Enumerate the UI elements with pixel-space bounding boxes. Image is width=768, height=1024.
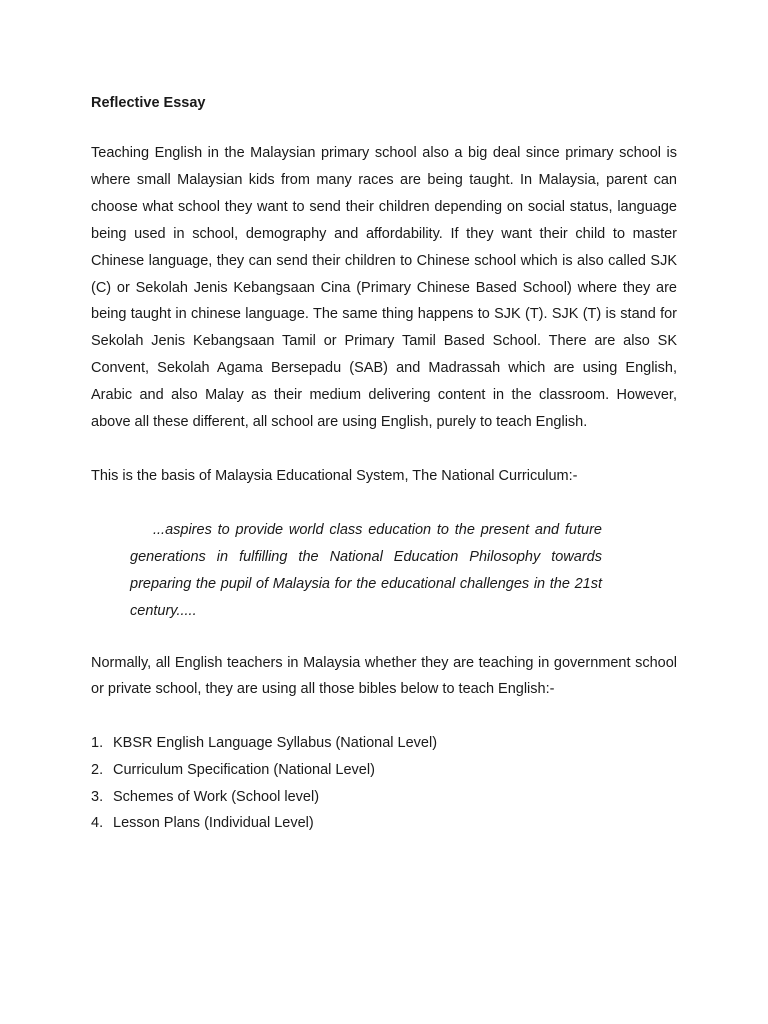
list-item xyxy=(91,757,677,784)
list-item-text: KBSR English Language Syllabus (National Level) xyxy=(113,735,438,752)
resource-list xyxy=(91,730,677,836)
essay-title: Reflective Essay xyxy=(91,95,206,111)
list-item-number: 2. xyxy=(91,761,104,778)
list-item-number: 3. xyxy=(91,788,104,805)
curriculum-quote: ...aspires to provide world class education to the present and future generations in fulfilling the National Education Philosophy towards preparing the pupil of Malaysia for the educational challenges in the 21st century..... xyxy=(130,521,602,619)
list-item xyxy=(91,784,677,811)
document-body xyxy=(91,90,677,837)
list-item-number: 1. xyxy=(91,735,104,752)
paragraph-teachers: Normally, all English teachers in Malaysia whether they are teaching in government school or private school, they are using all those bibles below to teach English:- xyxy=(91,654,677,698)
list-item-text: Schemes of Work (School level) xyxy=(113,788,320,805)
list-item xyxy=(91,810,677,837)
list-item-text: Curriculum Specification (National Level) xyxy=(113,761,375,778)
curriculum-intro: This is the basis of Malaysia Educational System, The National Curriculum:- xyxy=(91,467,578,484)
list-item-number: 4. xyxy=(91,815,104,832)
paragraph-schools: Teaching English in the Malaysian primary school also a big deal since primary school is where small Malaysian kids from many races are being taught. In Malaysia, parent can choose what school they want to send their children depending on social status, language being used in school, demography and affordability. If they want their child to master Chinese language, they can send their children to Chinese school which is also called SJK (C) or Sekolah Jenis Kebangsaan Cina (Primary Chinese Based School) where they are being taught in chinese language. The same thing happens to SJK (T). SJK (T) is stand for Sekolah Jenis Kebangsaan Tamil or Primary Tamil Based School. There are also SK Convent, Sekolah Agama Bersepadu (SAB) and Madrassah which are using English, Arabic and also Malay as their medium delivering content in the classroom. However, above all these different, all school are using English, purely to teach English. xyxy=(91,145,677,431)
list-item xyxy=(91,730,677,757)
list-item-text: Lesson Plans (Individual Level) xyxy=(113,815,314,832)
